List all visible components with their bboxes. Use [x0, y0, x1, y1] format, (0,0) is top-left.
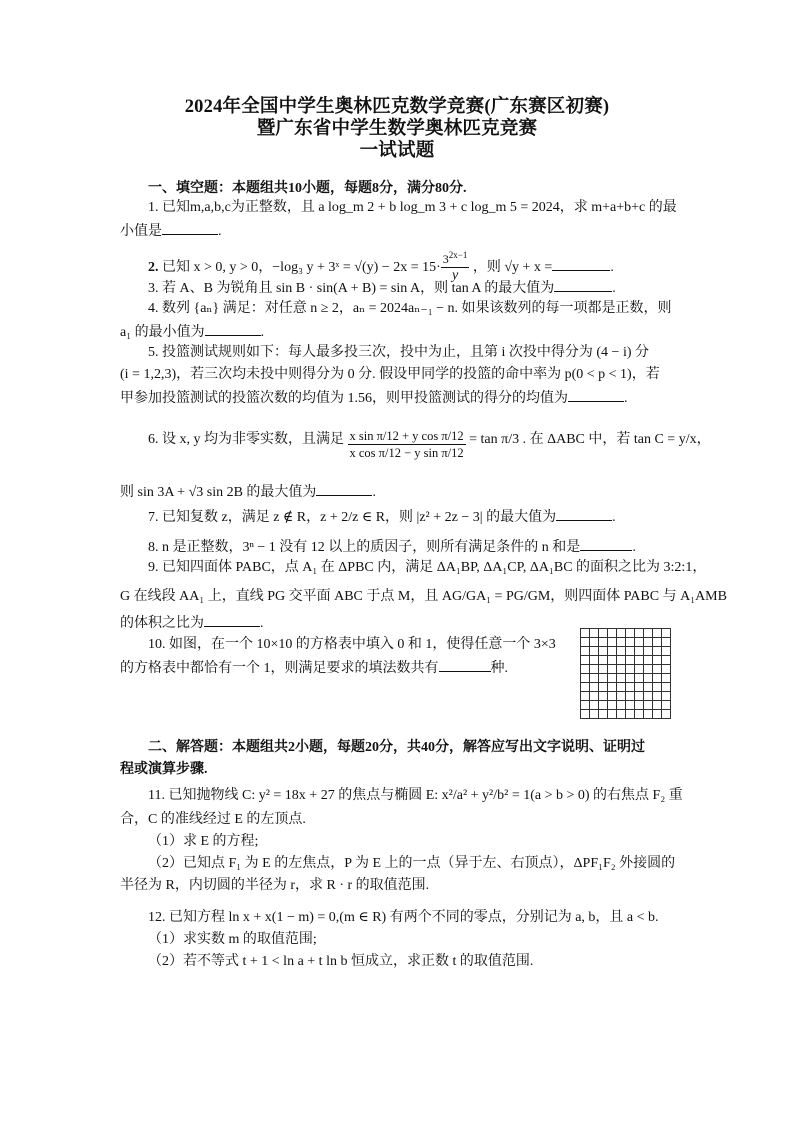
q11-part2-line1: （2）已知点 F₁ 为 E 的左焦点，P 为 E 上的一点（异于左、右顶点），ΔPF₁F₂ 外接圆的: [148, 856, 676, 871]
answer-blank: [205, 322, 261, 336]
title-line-2: 暨广东省中学生数学奥林匹克竞赛: [256, 119, 538, 139]
title-block: [0, 96, 794, 162]
q6-line1: [148, 428, 711, 461]
title-line-3: 一试试题: [359, 141, 435, 161]
q9-line2: G 在线段 AA₁ 上，直线 PG 交平面 ABC 于点 M，且 AG/GA₁ = PG/GM，则四面体 PABC 与 A₁AMB: [120, 589, 727, 604]
section1-heading: 一、填空题：本题组共10小题，每题8分，满分80分.: [148, 181, 467, 196]
answer-blank: [162, 221, 218, 235]
q6-mid: = tan π/3 . 在 ΔABC 中，若 tan C = y/x，: [469, 432, 711, 447]
q5-line1: 5. 投篮测试规则如下：每人最多投三次，投中为止，且第 i 次投中得分为 (4 − i) 分: [148, 345, 649, 360]
answer-blank: [568, 388, 624, 402]
q11-line1: 11. 已知抛物线 C: y² = 18x + 27 的焦点与椭圆 E: x²/a² + y²/b² = 1(a > b > 0) 的右焦点 F₂ 重: [148, 788, 683, 803]
q5-line2: (i = 1,2,3)，若三次均未投中则得分为 0 分. 假设甲同学的投篮的命中率为 p(0 < p < 1)，若: [120, 367, 660, 382]
q8-text: 8. n 是正整数，3ⁿ − 1 没有 12 以上的质因子，则所有满足条件的 n 和是: [148, 540, 581, 555]
q12-line1: 12. 已知方程 ln x + x(1 − m) = 0,(m ∈ R) 有两个不同的零点，分别记为 a, b，且 a < b.: [148, 910, 659, 925]
q7-line: 7. 已知复数 z，满足 z ∉ R，z + 2/z ∈ R，则 |z² + 2z − 3| 的最大值为 .: [148, 507, 616, 527]
q1-line1: 1. 已知m,a,b,c为正整数，且 a log_m 2 + b log_m 3 + c log_m 5 = 2024，求 m+a+b+c 的最: [148, 200, 677, 215]
answer-blank: [552, 257, 610, 271]
q9-line3: 的体积之比为 .: [120, 613, 264, 633]
q4-line2: a₁ 的最小值为 .: [120, 322, 264, 342]
q6-denominator: x cos π/12 − y sin π/12: [349, 446, 464, 460]
section2-heading-line1: 二、解答题：本题组共2小题，每题20分，共40分，解答应写出文字说明、证明过: [148, 740, 645, 755]
q11-line2: 合，C 的准线经过 E 的左顶点.: [120, 812, 306, 827]
q3-text: 3. 若 A、B 为锐角且 sin B · sin(A + B) = sin A，则 tan A 的最大值为: [148, 281, 555, 296]
answer-blank: [556, 507, 612, 521]
q10-line2: [120, 658, 508, 678]
q6-pre: 6. 设 x, y 均为非零实数，且满足: [148, 432, 344, 447]
q3-line: 3. 若 A、B 为锐角且 sin B · sin(A + B) = sin A，则 tan A 的最大值为 .: [148, 278, 616, 298]
answer-blank: [316, 482, 372, 496]
q9-line3-text: 的体积之比为: [120, 616, 204, 631]
q2-text: 已知 x > 0, y > 0，−log₃ y + 3ˣ = √(y) − 2x = 15·: [162, 260, 441, 275]
q2-tail: ，则 √y + x =: [472, 260, 553, 275]
q2-fraction: $\frac{3^{2x-1}}{y}$: [441, 247, 470, 284]
answer-blank: [204, 613, 260, 627]
answer-blank: [439, 658, 491, 672]
q11-part2-line2: 半径为 R，内切圆的半径为 r，求 R · r 的取值范围.: [120, 878, 430, 893]
title-line-1: 2024年全国中学生奥林匹克数学竞赛(广东赛区初赛): [184, 97, 610, 117]
grid-figure-10x10: [580, 628, 671, 719]
q8-line: 8. n 是正整数，3ⁿ − 1 没有 12 以上的质因子，则所有满足条件的 n 和是 .: [148, 537, 636, 557]
q10-line1: 10. 如图，在一个 10×10 的方格表中填入 0 和 1，使得任意一个 3×3: [148, 637, 556, 652]
q4-line2-text: a₁ 的最小值为: [120, 325, 205, 340]
q6-line2: 则 sin 3A + √3 sin 2B 的最大值为 .: [120, 482, 376, 502]
q1-line2-text: 小值是: [120, 224, 162, 239]
q6-numerator: x sin π/12 + y cos π/12: [349, 429, 464, 443]
q4-line1: 4. 数列 {aₙ} 满足：对任意 n ≥ 2，aₙ = 2024aₙ₋₁ − n. 如果该数列的每一项都是正数，则: [148, 301, 672, 316]
q5-line3-text: 甲参加投篮测试的投篮次数的均值为 1.56，则甲投篮测试的得分的均值为: [120, 391, 568, 406]
section2-heading-line2: 程或演算步骤.: [120, 762, 208, 777]
answer-blank: [580, 537, 632, 551]
q12-part2: （2）若不等式 t + 1 < ln a + t ln b 恒成立，求正数 t 的取值范围.: [148, 954, 534, 969]
q12-part1: （1）求实数 m 的取值范围;: [148, 932, 317, 947]
q6-line2-text: 则 sin 3A + √3 sin 2B 的最大值为: [120, 485, 317, 500]
q6-fraction: [348, 428, 466, 461]
q7-text: 7. 已知复数 z，满足 z ∉ R，z + 2/z ∈ R，则 |z² + 2z − 3| 的最大值为: [148, 510, 557, 525]
answer-blank: [554, 278, 612, 292]
q5-line3: 甲参加投篮测试的投篮次数的均值为 1.56，则甲投篮测试的得分的均值为 .: [120, 388, 628, 408]
q2-line: 2. 已知 x > 0, y > 0，−log₃ y + 3ˣ = √(y) − 2x = 15· $\frac{3^{2x-1}}{y}$ ，则 √y + x = .: [148, 247, 614, 284]
q10-line2-tail: 种.: [490, 661, 508, 676]
q10-line2-text: 的方格表中都恰有一个 1，则满足要求的填法数共有: [120, 661, 439, 676]
q2-number: 2.: [148, 260, 159, 275]
q11-part1: （1）求 E 的方程;: [148, 834, 259, 849]
q9-line1: 9. 已知四面体 PABC，点 A₁ 在 ΔPBC 内，满足 ΔA₁BP, ΔA₁CP, ΔA₁BC 的面积之比为 3:2:1，: [148, 560, 707, 575]
q1-line2: 小值是 .: [120, 221, 222, 241]
